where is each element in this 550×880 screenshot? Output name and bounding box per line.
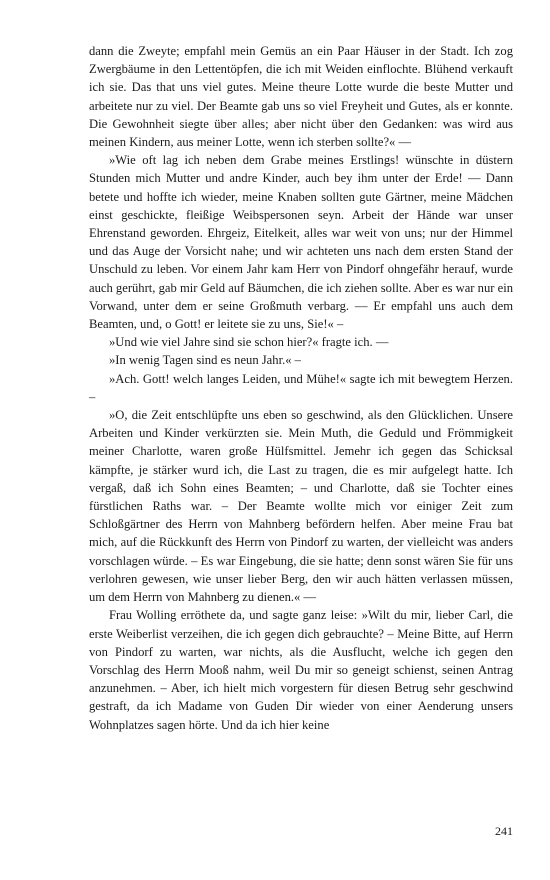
page-number: 241 — [495, 824, 513, 838]
paragraph-4: »In wenig Tagen sind es neun Jahr.« – — [109, 353, 301, 368]
paragraph-3: »Und wie viel Jahre sind sie schon hier?« fragte ich. –– — [109, 335, 389, 350]
paragraph-6: »O, die Zeit entschlüpfte uns eben so geschwind, als den Glücklichen. Unsere Arbeiten und Kinder verkürzten sie. Mein Muth, die Geduld und Frömmigkeit meiner Charlotte, waren große Hülfsmittel. Jemehr ich gegen das Schicksal kämpfte, je stärker wurd ich, die Last zu tragen, die es mir aufgelegt hatte. Ich vergaß, daß ich Sohn eines Beamten; – und Charlotte, daß sie Tochter eines fürstlichen Raths war. – Der Beamte wollte mich vor einiger Zeit zum Schloßgärtner des Herrn von Mahnberg befördern helfen. Aber meine Frau bat mich, auf die Rückkunft des Herrn von Pindorf zu warten, der vielleicht was anders vorschlagen würde. – Es war Eingebung, die sie hatte; denn sonst wären Sie für uns verlohren gewesen, wie unser lieber Berg, den wir auch hätten verlassen müssen, um dem Herrn von Mahnberg zu dienen.« –– — [89, 408, 513, 605]
paragraph-5: »Ach. Gott! welch langes Leiden, und Mühe!« sagte ich mit bewegtem Herzen. – — [89, 371, 513, 404]
book-page-text — [89, 42, 513, 734]
paragraph-1: dann die Zweyte; empfahl mein Gemüs an ein Paar Häuser in der Stadt. Ich zog Zwergbäume in den Lettentöpfen, die ich mit Weiden einflochte. Blühend verkauft ich sie. Das that uns viel gutes. Meine theure Lotte wurde die beste Mutter und arbeitete nur zu viel. Der Beamte gab uns so viel Freyheit und Gutes, als er konnte. Die Gewohnheit siegte über alles; aber nicht über den Gedanken: was wird aus meinen Kindern, aus meiner Lotte, wenn ich sterben sollte?« –– — [89, 44, 513, 150]
paragraph-2: »Wie oft lag ich neben dem Grabe meines Erstlings! wünschte in düstern Stunden mich Mutter und andre Kinder, auch bey ihm unter der Erde! –– Dann betete und hoffte ich wieder, meine Knaben sollten gute Gärtner, meine Mädchen einst geschickte, fleißige Weibspersonen seyn. Arbeit der Hände war unser Ehrenstand geworden. Ehrgeiz, Eitelkeit, alles war weit von uns; nur der Himmel und das Auge der Vorsicht nahe; und wir achteten uns nach dem ersten Stand der Unschuld zu leben. Vor einem Jahr kam Herr von Pindorf ohngefähr herauf, wurde auch gerührt, gab mir Geld auf Bäumchen, die ich ziehen sollte. Aber es war nur ein Vorwand, unter dem er seine Großmuth verbarg. –– Er empfahl uns auch dem Beamten, und, o Gott! er leitete sie zu uns, Sie!« – — [89, 153, 513, 332]
paragraph-7: Frau Wolling erröthete da, und sagte ganz leise: »Wilt du mir, lieber Carl, die erste Weiberlist verzeihen, die ich gegen dich gebrauchte? – Meine Bitte, auf Herrn von Pindorf zu warten, war nichts, als die Ausflucht, welche ich gegen den Vorschlag des Herrn Mooß nahm, weil Du mir so geneigt schienst, seinen Antrag anzunehmen. – Aber, ich hielt mich vorgestern für diesen Betrug sehr geschwind gestraft, da ich Madame von Guden Dir wieder von einer Aenderung unsers Wohnplatzes sagen hörte. Und da ich hier keine — [89, 608, 513, 732]
